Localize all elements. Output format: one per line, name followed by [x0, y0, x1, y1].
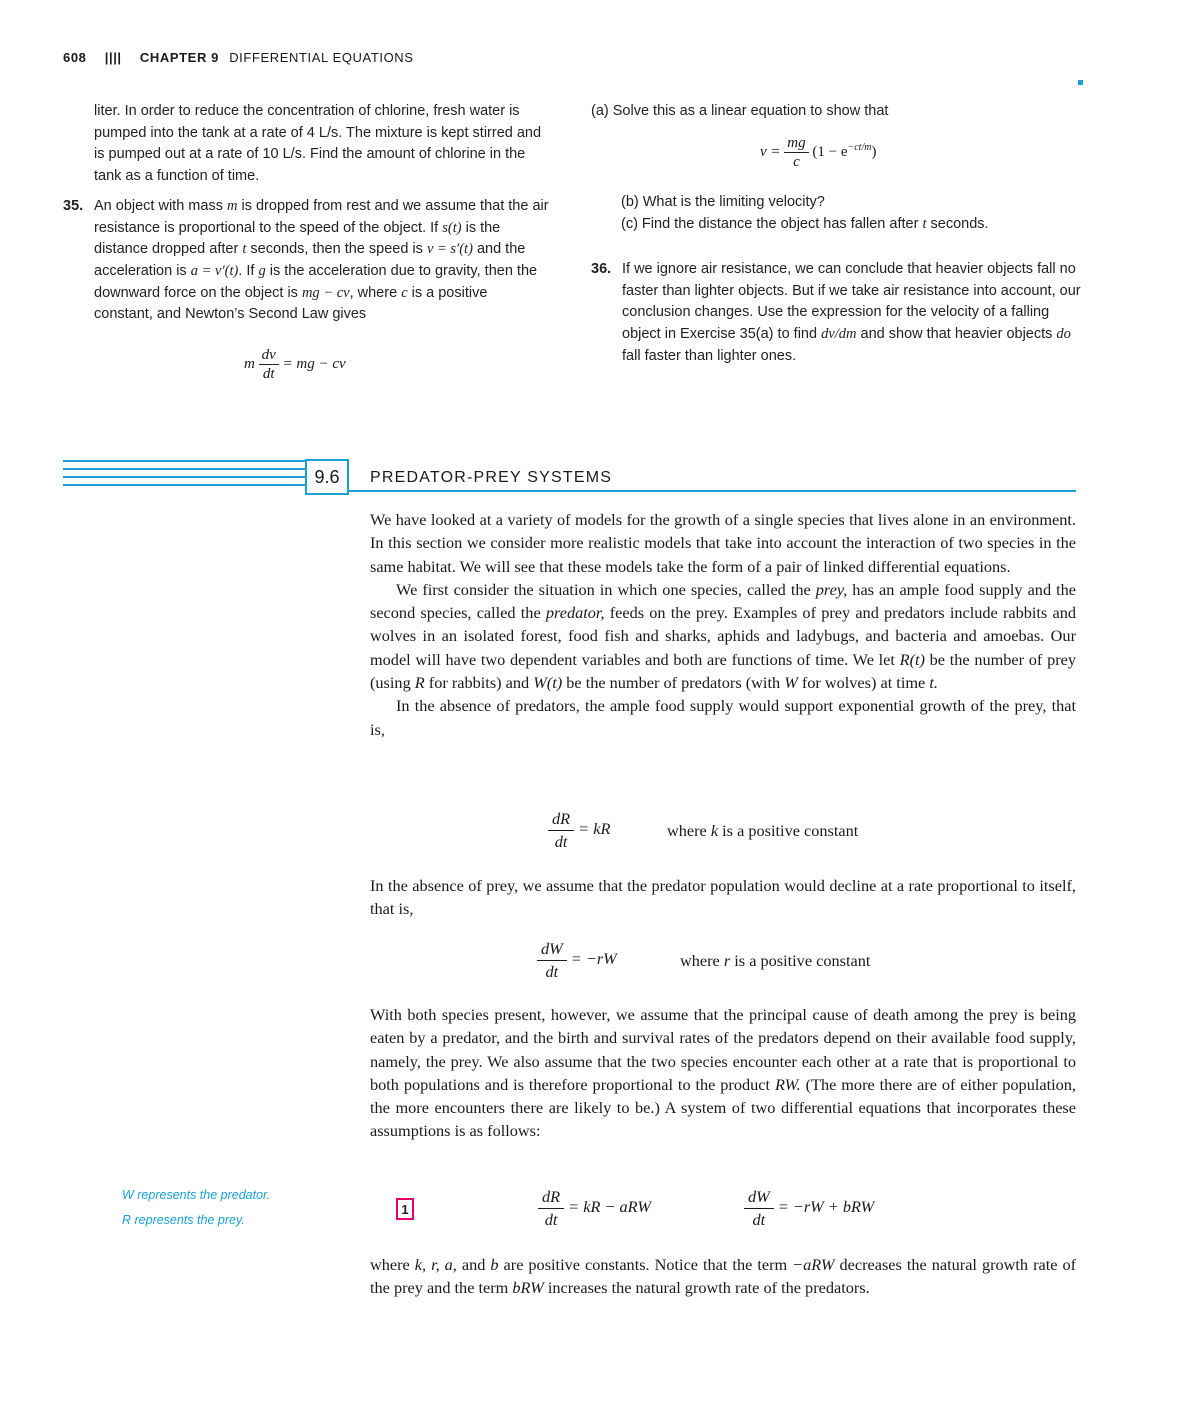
- velocity-equation: v = $\frac{mg}{c}$ $(1 - e^{-ct/m})$: [760, 135, 877, 170]
- body-paragraph-5: With both species present, however, we assume that the principal cause of death among the prey is being eaten by a predator, and the birth and survival rates of the predators depend on their available food supply, namely, the prey. We also assume that the two species encounter each other at a rate that is proportional to both populations and is therefore proportional to the product RW. (The more there are of either population, the more encounters there are likely to be.) A system of two differential equations that incorporates these assumptions is as follows:: [370, 1005, 1076, 1141]
- body-paragraph-6: where k, r, a, and b are positive constants. Notice that the term −aRW decreases the natural growth rate of the prey and the term bRW increases the natural growth rate of the predators.: [370, 1255, 1077, 1298]
- newton-equation: m $\frac{dv}{dt}$ = mg − cv: [244, 347, 346, 382]
- page-number: 608: [63, 50, 87, 65]
- margin-note-prey: R represents the prey.: [122, 1213, 245, 1227]
- section-number: 9.6: [305, 459, 349, 495]
- right-column: [591, 101, 1085, 123]
- equation-label: 1: [396, 1198, 414, 1220]
- exercise-36: [591, 259, 1085, 368]
- prey-growth-note: where k is a positive constant: [667, 821, 859, 840]
- margin-note-predator: W represents the predator.: [122, 1188, 271, 1202]
- exercise-35: [63, 196, 549, 326]
- body-paragraph-3: In the absence of predators, the ample food supply would support exponential growth of the prey, that is,: [370, 696, 1076, 739]
- exercise-36-number: 36.: [591, 261, 612, 277]
- body-paragraph-1: We have looked at a variety of models for the growth of a single species that lives alone in an environment. In this section we consider more realistic models that take into account the interaction of two species in the same habitat. We will see that these models take the form of a pair of linked differential equations.: [370, 510, 1076, 576]
- prey-equation: $\frac{dR}{dt}$ = kR − aRW: [538, 1186, 651, 1231]
- heading-rule-4: [63, 484, 306, 486]
- exercise-35-text: An object with mass m is dropped from rest and we assume that the air resistance is proportional to the speed of the object. If s(t) is the distance dropped after t seconds, then the speed is v = s′(t) and the acceleration is a = v′(t). If g is the acceleration due to gravity, then the downward force on the object is mg − cv, where c is a positive constant, and Newton’s Second Law gives: [94, 197, 549, 323]
- exercise-35-parts: [621, 192, 1085, 235]
- section-body: [370, 508, 1076, 741]
- chapter-label: CHAPTER 9: [139, 50, 219, 65]
- section-title: PREDATOR-PREY SYSTEMS: [370, 469, 613, 486]
- chapter-title: DIFFERENTIAL EQUATIONS: [229, 50, 414, 65]
- exercise-35-number: 35.: [63, 197, 84, 214]
- corner-marker: [1078, 80, 1083, 85]
- predator-equation: $\frac{dW}{dt}$ = −rW + bRW: [744, 1186, 874, 1231]
- left-column: [63, 101, 549, 326]
- predator-decline-equation: $\frac{dW}{dt}$ = −rW: [537, 938, 617, 983]
- predator-decline-note: where r is a positive constant: [680, 951, 871, 970]
- header-bars: ||||: [104, 50, 122, 65]
- body-paragraph-4: In the absence of prey, we assume that the predator population would decline at a rate proportional to itself, that is,: [370, 876, 1076, 919]
- section-underline: [349, 490, 1076, 492]
- heading-rule-1: [63, 460, 306, 462]
- prey-growth-equation: $\frac{dR}{dt}$ = kR: [548, 808, 610, 853]
- exercise-36-text: If we ignore air resistance, we can conclude that heavier objects fall no faster than lighter objects. But if we take air resistance into account, our conclusion changes. Use the expression for the velocity of a falling object in Exercise 35(a) to find dv/dm and show that heavier objects do fall faster than lighter ones.: [622, 261, 1081, 364]
- exercise-35c: (c) Find the distance the object has fallen after t seconds.: [621, 215, 989, 232]
- heading-rule-2: [63, 468, 306, 470]
- exercise-35a: (a) Solve this as a linear equation to show that: [591, 103, 889, 119]
- exercise-34-tail: liter. In order to reduce the concentration of chlorine, fresh water is pumped into the tank at a rate of 4 L/s. The mixture is kept stirred and is pumped out at a rate of 10 L/s. Find the amount of chlorine in the tank as a function of time.: [94, 103, 542, 185]
- body-paragraph-2: We first consider the situation in which one species, called the prey, has an ample food supply and the second species, called the predator, feeds on the prey. Examples of prey and predators include rabbits and wolves in an isolated forest, food fish and sharks, aphids and ladybugs, and bacteria and amoebas. Our model will have two dependent variables and both are functions of time. We let R(t) be the number of prey (using R for rabbits) and W(t) be the number of predators (with W for wolves) at time t.: [370, 579, 1077, 693]
- heading-rule-3: [63, 476, 306, 478]
- running-header: [63, 50, 414, 65]
- exercise-35b: (b) What is the limiting velocity?: [621, 194, 825, 210]
